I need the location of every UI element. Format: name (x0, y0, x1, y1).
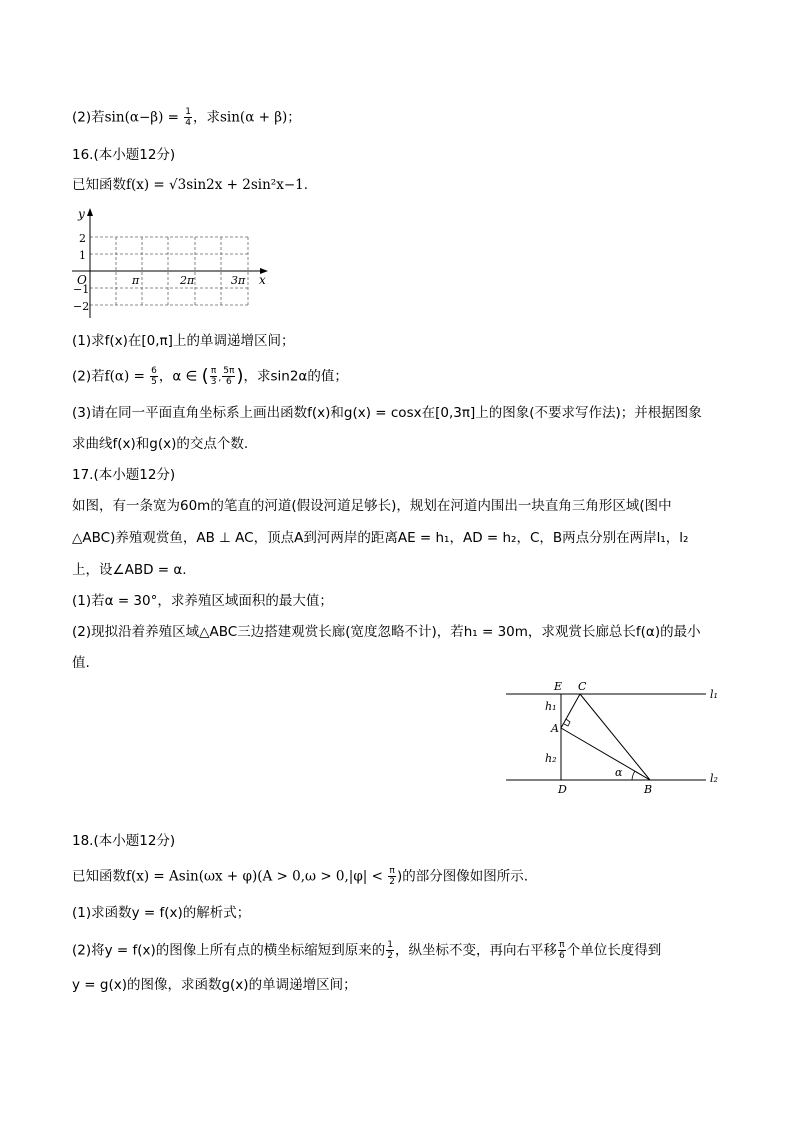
q16-part2-prefix: (2)若 (72, 368, 105, 385)
q16-interval-b (222, 366, 235, 387)
q16-header: 16.(本小题12分) (72, 147, 176, 163)
q17-part1: (1)若α = 30°，求养殖区域面积的最大值； (72, 593, 333, 609)
q18-part1: (1)求函数y = f(x)的解析式； (72, 905, 251, 921)
q16-stem-prefix: 已知函数 (72, 177, 126, 193)
angle-arc-icon (632, 771, 635, 780)
q16-part2-end: ，求sin2α的值； (243, 368, 348, 385)
y-axis-arrow-icon (87, 208, 93, 216)
q16-coordinate-grid (68, 204, 278, 322)
label-l1: l₁ (710, 688, 718, 701)
y-tick: 1 (79, 249, 86, 262)
q16-part3-line1: (3)请在同一平面直角坐标系上画出函数f(x)和g(x) = cosx在[0,3π]上的图象(不要求写作法)；并根据图象 (72, 405, 702, 421)
frac-num: 1 (387, 940, 394, 950)
q18-stem-fraction (388, 866, 396, 887)
x-axis-label: x (259, 273, 266, 287)
q16-value-fraction (150, 366, 158, 387)
q18-part2-c: 个单位长度得到 (566, 942, 662, 959)
q16-part3-line2: 求曲线f(x)和g(x)的交点个数. (72, 436, 249, 452)
q17-part2-line2: 值. (72, 655, 90, 671)
q15-end: ； (287, 109, 301, 126)
q16-part2-alpha: ，α ∈ (158, 368, 198, 385)
q17-stem-line1: 如图，有一条宽为60m的笔直的河道(假设河道足够长)，规划在河道内围出一块直角三角形区域(图中 (72, 498, 672, 514)
label-alpha: α (615, 766, 623, 779)
q16-stem (72, 175, 308, 195)
q15-mid: ，求 (192, 109, 220, 126)
q15-eq: = (167, 109, 179, 126)
y-axis-label: y (78, 207, 85, 221)
q15-given-lhs: sin(α−β) (104, 109, 164, 126)
frac-den: 6 (559, 951, 565, 961)
q18-stem-end: )的部分图像如图所示. (397, 868, 529, 885)
label-h2: h₂ (545, 752, 557, 765)
q16-stem-end: . (303, 177, 309, 193)
q17-stem-line3: 上，设∠ABD = α. (72, 562, 187, 578)
q16-part2: (2)若f(α) = $\frac{6}{5}$ ，α ∈ ( $\frac{\pi}{3}$ , $\frac{5\pi}{6}$ )，求sin2α的值； (72, 365, 348, 387)
q15-frac-num: 1 (185, 107, 191, 117)
frac-den: 3 (210, 377, 217, 387)
frac-den: 2 (389, 877, 395, 887)
frac-den: 2 (387, 951, 394, 961)
q18-part2-a: (2)将y = f(x)的图像上所有点的横坐标缩短到原来的 (72, 942, 386, 959)
q17-stem-line2: △ABC)养殖观赏鱼，AB ⊥ AC，顶点A到河两岸的距离AE = h₁，AD = h₂，C，B两点分别在两岸l₁，l₂ (72, 530, 689, 546)
frac-num: π (389, 866, 395, 876)
q15-part2-prefix: (2)若 (72, 109, 105, 126)
q18-part2 (72, 940, 661, 961)
q16-part1: (1)求f(x)在[0,π]上的单调递增区间； (72, 333, 295, 349)
q18-part2-line2: y = g(x)的图像，求函数g(x)的单调递增区间； (72, 977, 357, 993)
q15-find: sin(α + β) (219, 109, 288, 126)
label-l2: l₂ (710, 772, 718, 785)
q18-stem (72, 866, 528, 887)
origin-label: O (77, 273, 87, 287)
q17-header: 17.(本小题12分) (72, 467, 176, 483)
q18-stem-prefix: 已知函数 (72, 868, 126, 885)
label-h1: h₁ (545, 700, 557, 713)
x-tick: π (132, 274, 140, 287)
q15-fraction (184, 107, 192, 128)
label-C: C (578, 680, 587, 693)
y-tick: 2 (79, 232, 86, 245)
q15-frac-den: 4 (185, 118, 191, 128)
segment-AB (561, 728, 650, 780)
q18-header: 18.(本小题12分) (72, 833, 176, 849)
q15-part2 (72, 107, 301, 128)
q18-part2-b: ，纵坐标不变，再向右平移 (395, 942, 558, 959)
label-D: D (558, 783, 567, 796)
frac-num: π (210, 366, 217, 376)
q18-fraction-1 (386, 940, 394, 961)
q18-stem-func: f(x) = Asin(ωx + φ)(A > 0,ω > 0,|φ| < (126, 868, 383, 885)
q17-part2-line1: (2)现拟沿着养殖区域△ABC三边搭建观赏长廊(宽度忽略不计)，若h₁ = 30m，求观赏长廊总长f(α)的最小 (72, 624, 701, 640)
segment-AC (561, 694, 580, 728)
y-tick: −1 (73, 283, 90, 296)
label-B: B (644, 783, 653, 796)
label-E: E (554, 680, 563, 693)
y-tick: −2 (73, 300, 90, 313)
frac-den: 5 (151, 377, 157, 387)
frac-num: 6 (151, 366, 157, 376)
frac-num: π (559, 940, 565, 950)
frac-den: 6 (226, 377, 232, 387)
q16-stem-func: f(x) = √3sin2x + 2sin²x−1 (126, 177, 304, 193)
q18-fraction-2 (558, 940, 566, 961)
x-tick: 2π (180, 274, 195, 287)
q16-interval-a (210, 366, 218, 387)
label-A: A (551, 722, 559, 735)
frac-num: 5π (223, 366, 235, 376)
x-tick: 3π (231, 274, 246, 287)
q16-part2-f: f(α) = (104, 368, 145, 385)
q17-river-figure (500, 676, 730, 802)
